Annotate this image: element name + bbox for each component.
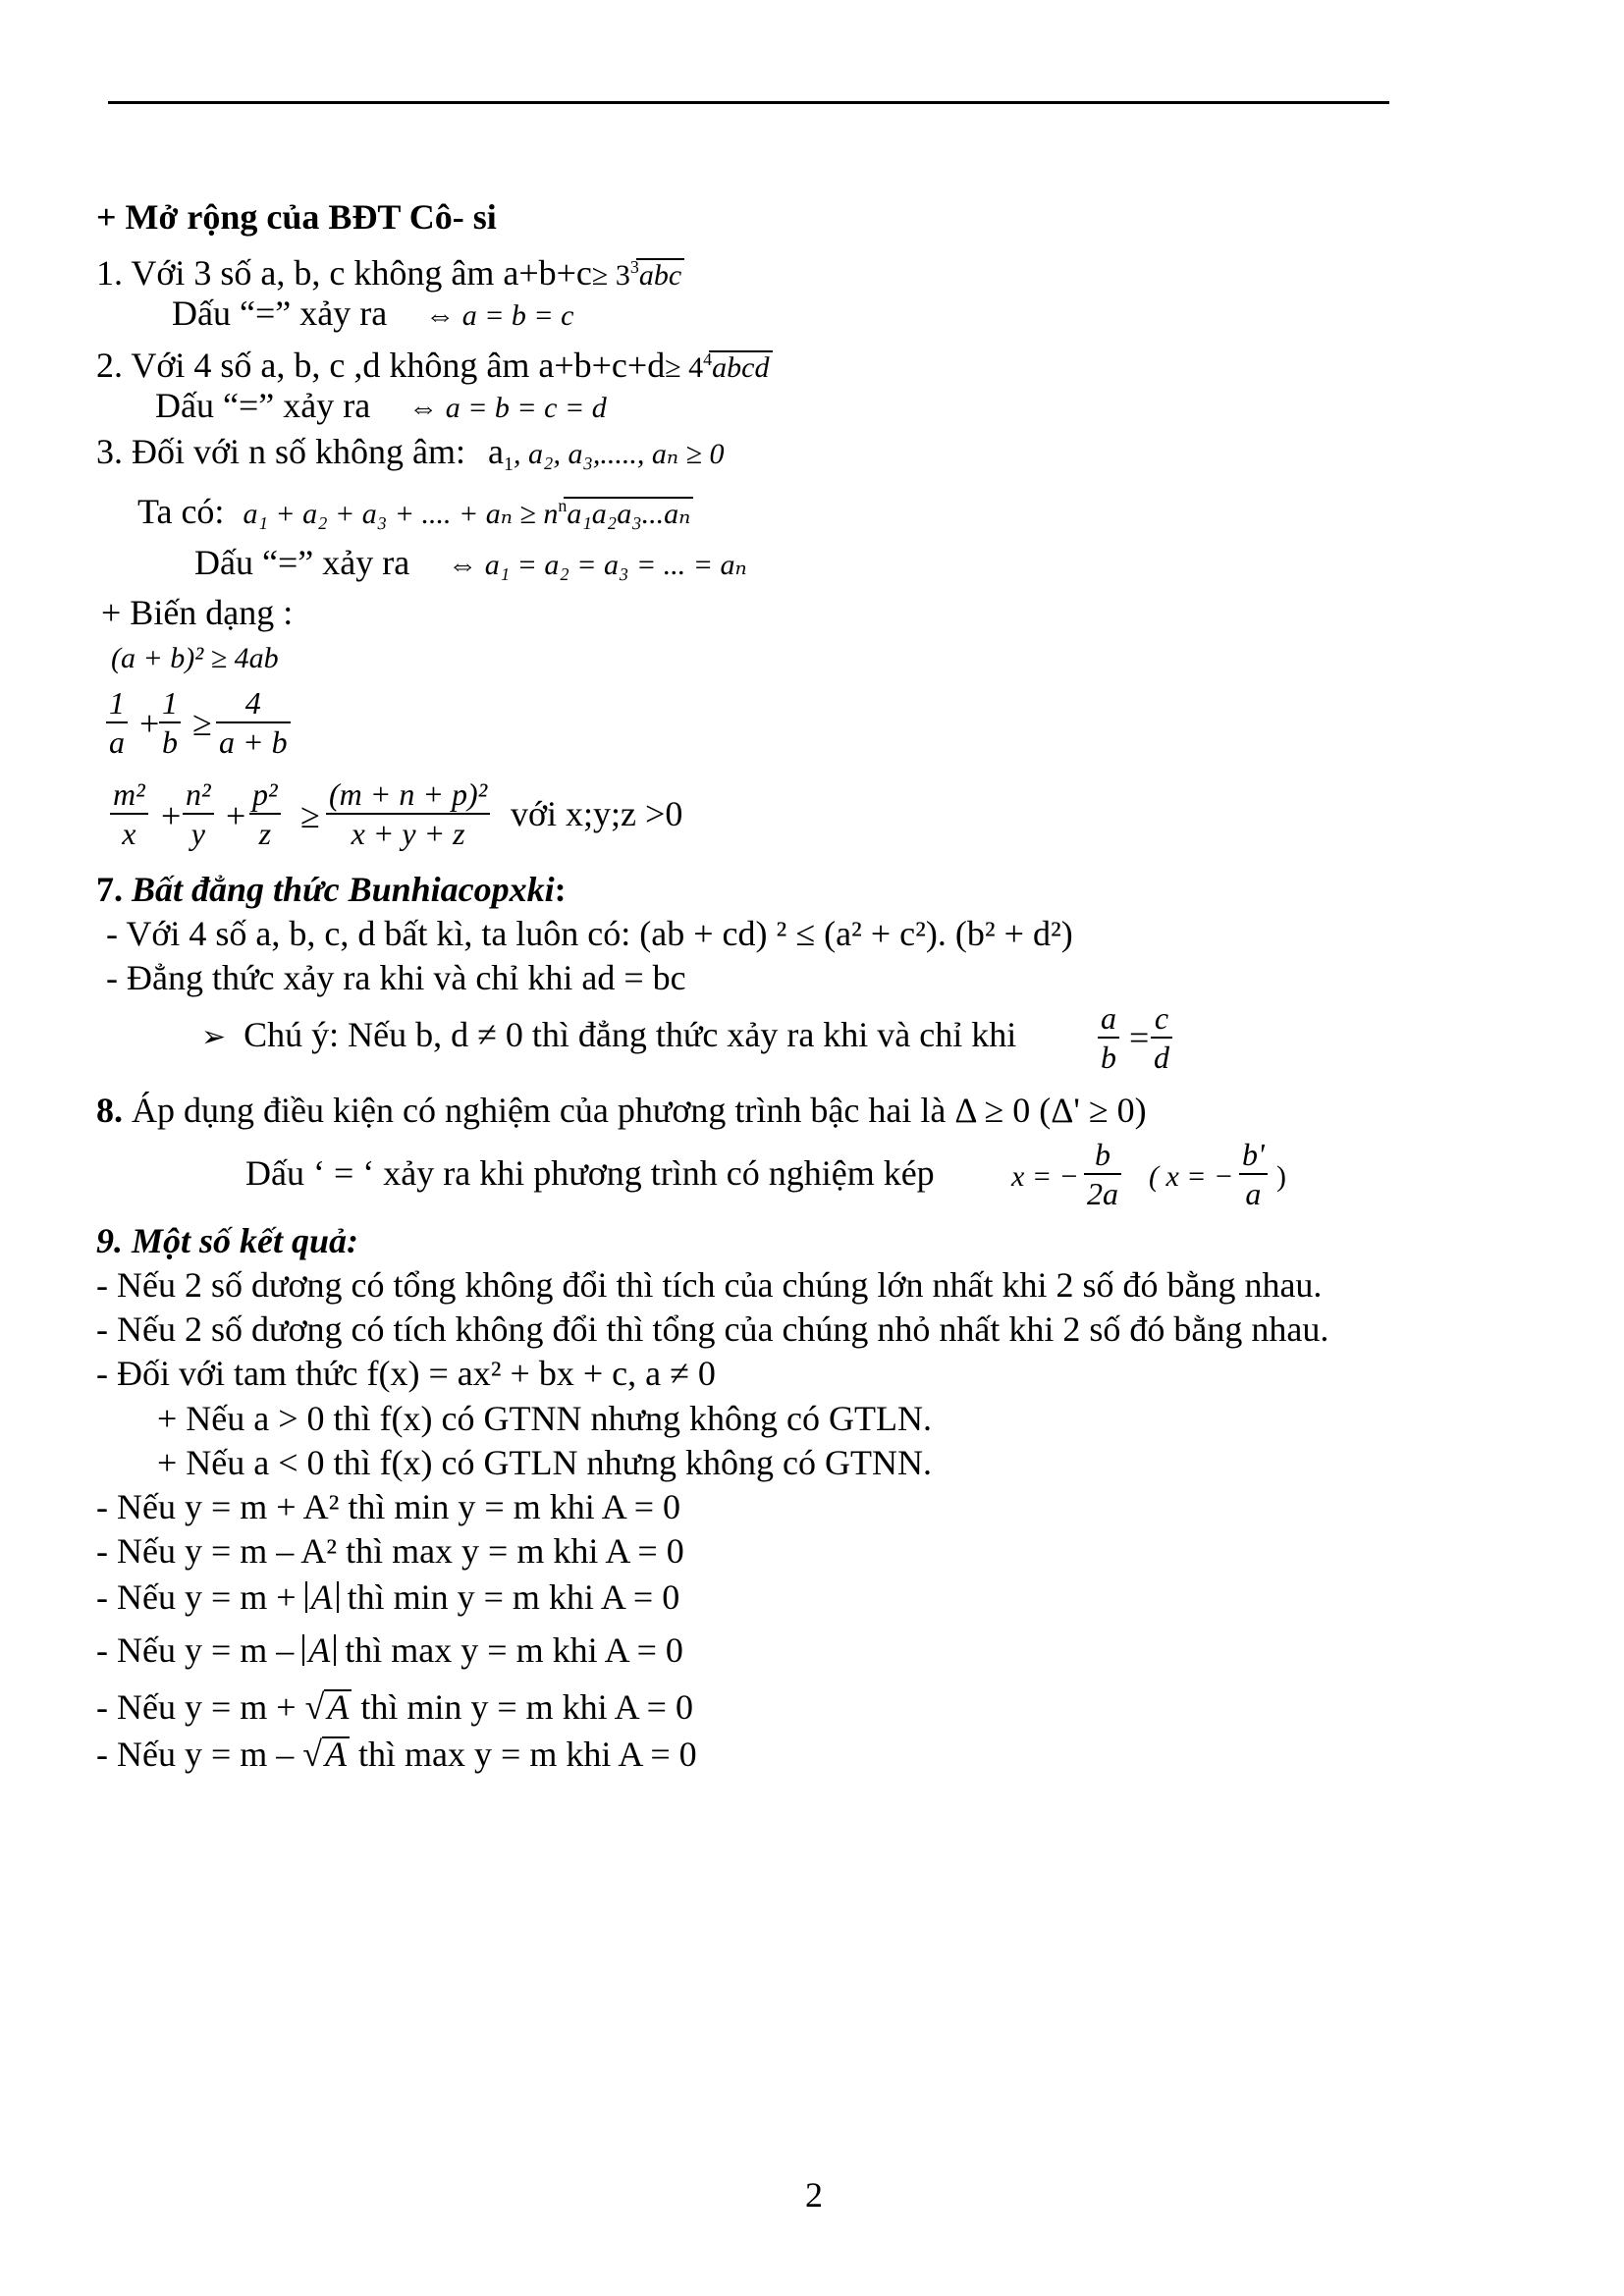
cosi-n-var: a: [488, 432, 505, 471]
bien-dang-heading: + Biến dạng :: [101, 593, 294, 632]
cosi-n-radicand: a₁a₂a₃...aₙ: [564, 497, 693, 530]
cosi-4-text: 2. Với 4 số a, b, c ,d không âm a+b+c+d: [96, 346, 666, 385]
abs-value: A: [305, 1581, 339, 1613]
fraction-numerator: b: [1084, 1136, 1121, 1175]
bd2-fraction-2: [159, 684, 181, 761]
sqrt-radicand: A: [322, 1736, 350, 1770]
section-9-line-10: - Nếu y = m + √A thì min y = m khi A = 0: [96, 1687, 693, 1727]
line-11-prefix: - Nếu y = m –: [96, 1735, 295, 1774]
fraction-denominator: z: [258, 816, 272, 851]
note-eq: =: [1129, 1018, 1150, 1057]
fraction-numerator: 1: [106, 684, 128, 723]
section-9-line-11: - Nếu y = m – √A thì max y = m khi A = 0: [96, 1735, 697, 1774]
section-7-title: Bất đẳng thức Bunhiacopxki: [132, 870, 555, 909]
bd2-fraction-3: [216, 684, 291, 761]
arrow-bullet-icon: ➢: [201, 1021, 227, 1053]
fraction-numerator: p²: [249, 775, 281, 815]
fraction-denominator: b: [162, 724, 178, 760]
bd3-condition: với x;y;z >0: [511, 794, 683, 833]
bien-dang-1: (a + b)² ≥ 4ab: [111, 642, 279, 674]
section-9-line-7: - Nếu y = m – A² thì max y = m khi A = 0: [96, 1531, 684, 1571]
section-9-line-4: + Nếu a > 0 thì f(x) có GTNN nhưng không có GTLN.: [157, 1399, 932, 1438]
cosi-n-text: 3. Đối với n số không âm:: [96, 432, 466, 471]
section-9-line-5: + Nếu a < 0 thì f(x) có GTLN nhưng không có GTNN.: [157, 1443, 932, 1482]
plus-sign: +: [226, 796, 246, 835]
section-7-line-2: - Đẳng thức xảy ra khi và chỉ khi ad = bc: [106, 958, 686, 997]
note-fraction-1: [1098, 999, 1119, 1076]
page-number: 2: [805, 2175, 823, 2215]
section-9-line-8: [96, 1576, 679, 1618]
fraction-numerator: c: [1151, 999, 1172, 1039]
line-cosi-3: [96, 246, 684, 296]
line-cosi-n: 3. Đối với n số không âm: $a_1$, a₂, a₃,....., aₙ ≥ 0: [96, 432, 725, 475]
bd2-plus: +: [139, 704, 160, 743]
fraction-denominator: x: [122, 816, 136, 851]
cosi-3-radicand: abc: [636, 258, 684, 292]
equality-text: Dấu “=” xảy ra: [194, 543, 410, 582]
cosi-3-math: ≥ 3: [591, 259, 630, 292]
fraction-numerator: m²: [110, 775, 148, 815]
section-9-line-9: [96, 1629, 683, 1671]
ge-sign: ≥: [300, 796, 320, 835]
header-rule: [108, 101, 1389, 104]
section-8-x1: x = −: [1011, 1160, 1079, 1193]
line-10-suffix: thì min y = m khi A = 0: [360, 1687, 693, 1727]
s8-fraction-2: [1239, 1136, 1268, 1212]
section-7-colon: :: [554, 870, 567, 909]
cosi-n-root-index: n: [558, 496, 568, 515]
line-10-prefix: - Nếu y = m +: [96, 1687, 297, 1727]
equality-text: Dấu “=” xảy ra: [172, 294, 388, 333]
cosi-n-math: , a₂, a₃,....., aₙ ≥ 0: [514, 438, 725, 470]
equality-math: ⇔ a₁ = a₂ = a₃ = ... = aₙ: [448, 549, 747, 581]
section-7-note: [201, 1014, 1016, 1058]
bd3-fraction-2: [183, 775, 214, 852]
section-8-number: 8.: [96, 1091, 123, 1130]
fraction-numerator: 1: [159, 684, 181, 723]
line-cosi-3-eq: [172, 293, 574, 337]
bd3-fraction-4: [326, 775, 490, 852]
cosi-4-radicand: abcd: [709, 350, 772, 384]
fraction-numerator: a: [1098, 999, 1119, 1039]
fraction-denominator: 2a: [1087, 1176, 1118, 1211]
line-8-prefix: - Nếu y = m +: [96, 1577, 297, 1617]
section-7-note-text: Chú ý: Nếu b, d ≠ 0 thì đẳng thức xảy ra khi và chỉ khi: [244, 1015, 1017, 1054]
bd3-fraction-1: [110, 775, 148, 852]
line-cosi-n-eq: [194, 542, 747, 586]
section-7-number: 7.: [96, 870, 132, 909]
equality-math: ⇔ a = b = c = d: [408, 392, 607, 424]
plus-sign: +: [161, 796, 182, 835]
section-8-line-2: Dấu ‘ = ‘ xảy ra khi phương trình có nghiệm kép: [245, 1153, 935, 1193]
fraction-denominator: a: [1245, 1176, 1262, 1211]
line-cosi-4: [96, 339, 773, 389]
cosi-3-root-index: 3: [629, 257, 639, 277]
section-8-close: ): [1276, 1160, 1286, 1193]
bd3-fraction-3: [249, 775, 281, 852]
section-9-heading: 9. Một số kết quả:: [96, 1221, 359, 1260]
note-fraction-2: [1151, 999, 1172, 1076]
sqrt-radicand: A: [324, 1689, 352, 1723]
cosi-4-math: ≥ 4: [665, 351, 704, 384]
equality-math: ⇔ a = b = c: [425, 299, 574, 332]
line-11-suffix: thì max y = m khi A = 0: [358, 1735, 697, 1774]
abs-value: A: [302, 1634, 336, 1666]
fraction-denominator: x + y + z: [351, 816, 465, 851]
section-7-line-1: - Với 4 số a, b, c, d bất kì, ta luôn có: (ab + cd) ² ≤ (a² + c²). (b² + d²): [106, 914, 1073, 953]
fraction-numerator: n²: [183, 775, 214, 815]
cosi-4-root-index: 4: [703, 349, 713, 369]
section-7-heading: [96, 869, 567, 910]
line-8-suffix: thì min y = m khi A = 0: [347, 1577, 680, 1617]
section-9-line-2: - Nếu 2 số dương có tích không đổi thì tổng của chúng nhỏ nhất khi 2 số đó bằng nhau.: [96, 1309, 1329, 1349]
cosi-3-text: 1. Với 3 số a, b, c không âm a+b+c: [96, 253, 592, 293]
line-9-suffix: thì max y = m khi A = 0: [345, 1630, 683, 1670]
section-9-line-6: - Nếu y = m + A² thì min y = m khi A = 0: [96, 1487, 681, 1526]
fraction-denominator: d: [1154, 1040, 1169, 1075]
cosi-n-lhs: a₁ + a₂ + a₃ + .... + aₙ ≥ n: [243, 498, 559, 530]
fraction-denominator: y: [190, 816, 205, 851]
heading-cosi: + Mở rộng của BĐT Cô- si: [96, 197, 497, 237]
fraction-numerator: b': [1239, 1136, 1268, 1175]
fraction-numerator: 4: [216, 684, 291, 723]
ta-co-text: Ta có:: [137, 492, 225, 531]
fraction-denominator: b: [1101, 1040, 1116, 1075]
section-9-line-3: - Đối với tam thức f(x) = ax² + bx + c, a ≠ 0: [96, 1354, 716, 1393]
section-8-line-1: [96, 1090, 1147, 1131]
section-8-x2: ( x = −: [1149, 1160, 1234, 1193]
fraction-denominator: a + b: [219, 724, 288, 760]
equality-text: Dấu “=” xảy ra: [155, 386, 371, 425]
bd2-fraction-1: [106, 684, 128, 761]
line-cosi-n-formula: [137, 485, 693, 535]
line-cosi-4-eq: [155, 385, 607, 429]
section-8-text: Áp dụng điều kiện có nghiệm của phương trình bậc hai là Δ ≥ 0 (Δ' ≥ 0): [123, 1091, 1147, 1130]
bd2-ge: ≥: [192, 704, 212, 743]
fraction-denominator: a: [109, 724, 125, 760]
section-9-line-1: - Nếu 2 số dương có tổng không đổi thì tích của chúng lớn nhất khi 2 số đó bằng nhau.: [96, 1265, 1323, 1305]
line-9-prefix: - Nếu y = m –: [96, 1630, 295, 1670]
s8-fraction-1: [1084, 1136, 1121, 1212]
fraction-numerator: (m + n + p)²: [326, 775, 490, 815]
